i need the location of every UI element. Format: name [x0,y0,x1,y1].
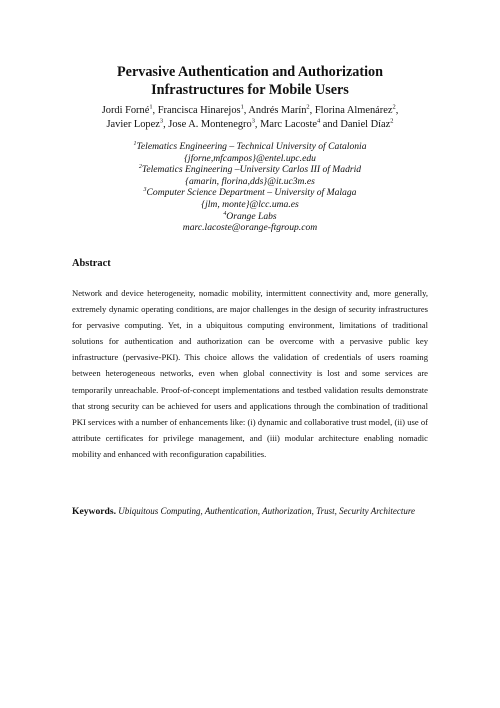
affiliation-line: $^3$Computer Science Department – University of Malaga [143,187,357,199]
author-line-2: Javier Lopez$^3$, Jose A. Montenegro$^3$, Marc Lacoste$^4$ and Daniel Díaz$^2$ [106,117,394,130]
author: Daniel Díaz$^2$ [340,117,394,130]
title-line-1: Pervasive Authentication and Authorization [116,64,384,80]
author: Marc Lacoste$^4$ [260,117,321,130]
keywords [72,505,428,518]
affiliation-line: $^4$Orange Labs [223,210,277,222]
affiliation-email: {jforne,mfcampos}@entel.upc.edu [184,152,316,164]
abstract-body: Network and device heterogeneity, nomadic mobility, intermittent connectivity and, more generally, extremely dynamic operating conditions, are major challenges in the design of security infrastructures for pervasive computing. Yet, in a ubiquitous computing environment, limitations of traditional solutions for authentication and authorization can be overcome with a pervasive public key infrastructure (pervasive-PKI). This choice allows the validation of credentials of users roaming between heterogeneous networks, even when global connectivity is lost and some services are temporarily unreachable. Proof-of-concept implementations and testbed validation results demonstrate that strong security can be achieved for users and applications through the combination of traditional PKI services with a number of enhancements like: (i) dynamic and collaborative trust model, (ii) use of attribute certificates for privilege management, and (iii) modular architecture enabling nomadic mobility and enhanced with reconfiguration capabilities. [72,288,428,459]
author: Javier Lopez$^3$ [106,117,164,130]
author: Jose A. Montenegro$^3$ [168,117,255,130]
abstract-heading: Abstract [72,258,111,269]
affiliations [80,141,420,234]
affiliation-email: {amarin, florina,dds}@it.uc3m.es [185,175,315,187]
paper-title [60,63,440,99]
author-list [55,104,445,132]
keywords-label: Keywords. [72,506,116,517]
author: Jordi Forné$^1$ [101,103,153,116]
affiliation-line: $^1$Telematics Engineering – Technical University of Catalonia [133,140,367,152]
keywords-list: Ubiquitous Computing, Authentication, Authorization, Trust, Security Architecture [118,506,416,516]
author: Andrés Marín$^2$ [248,103,310,116]
affiliation-email: {jlm, monte}@lcc.uma.es [201,198,299,210]
author-line-1: Jordi Forné$^1$, Francisca Hinarejos$^1$, Andrés Marín$^2$, Florina Almenárez$^2$, [101,103,399,116]
affiliation-email: marc.lacoste@orange-ftgroup.com [182,222,318,234]
author: Florina Almenárez$^2$ [314,103,396,116]
affiliation-line: $^2$Telematics Engineering –University Carlos III of Madrid [138,164,362,176]
author: Francisca Hinarejos$^1$ [157,103,244,116]
title-line-2: Infrastructures for Mobile Users [151,82,349,98]
